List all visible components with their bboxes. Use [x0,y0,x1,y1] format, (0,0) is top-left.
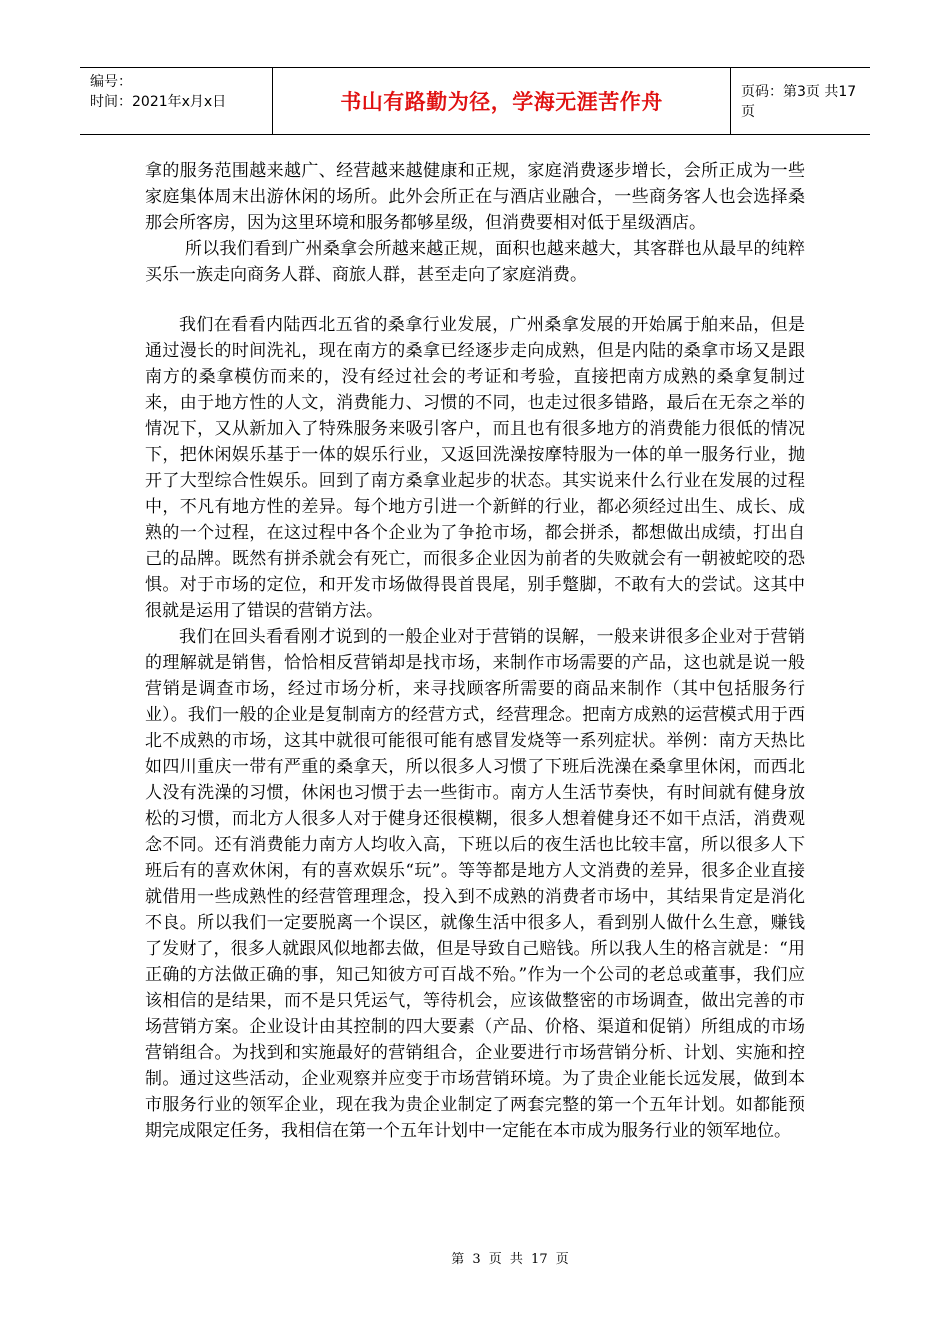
page-header [80,67,870,135]
header-motto-cell [273,68,731,134]
paragraph-continued: 拿的服务范围越来越广、经营越来越健康和正规，家庭消费逐步增长，会所正成为一些家庭集体周末出游休闲的场所。此外会所正在与酒店业融合，一些商务客人也会选择桑那会所客房，因为这里环境和服务都够星级，但消费要相对低于星级酒店。 [145,161,805,233]
paragraph: 我们在回头看看刚才说到的一般企业对于营销的误解，一般来讲很多企业对于营销的理解就是销售，恰恰相反营销却是找市场，来制作市场需要的产品，这也就是说一般营销是调查市场，经过市场分析，来寻找顾客所需要的商品来制作（其中包括服务行业）。我们一般的企业是复制南方的经营方式，经营理念。把南方成熟的运营模式用于西北不成熟的市场，这其中就很可能很可能有感冒发烧等一系列症状。举例：南方天热比如四川重庆一带有严重的桑拿天，所以很多人习惯了下班后洗澡在桑拿里休闲，而西北人没有洗澡的习惯，休闲也习惯于去一些街市。南方人生活节奏快，有时间就有健身放松的习惯，而北方人很多人对于健身还很模糊，很多人想着健身还不如干点活，消费观念不同。还有消费能力南方人均收入高，下班以后的夜生活也比较丰富，所以很多人下班后有的喜欢休闲，有的喜欢娱乐“玩”。等等都是地方人文消费的差异，很多企业直接就借用一些成熟性的经营管理理念，投入到不成熟的消费者市场中，其结果肯定是消化不良。所以我们一定要脱离一个误区，就像生活中很多人，看到别人做什么生意，赚钱了发财了，很多人就跟风似地都去做，但是导致自己赔钱。所以我人生的格言就是：“用正确的方法做正确的事，知己知彼方可百战不殆。”作为一个公司的老总或董事，我们应该相信的是结果，而不是只凭运气，等待机会，应该做整密的市场调查，做出完善的市场营销方案。企业设计由其控制的四大要素（产品、价格、渠道和促销）所组成的市场营销组合。为找到和实施最好的营销组合，企业要进行市场营销分析、计划、实施和控制。通过这些活动，企业观察并应变于市场营销环境。为了贵企业能长远发展，做到本市服务行业的领军企业，现在我为贵企业制定了两套完整的第一个五年计划。如都能预期完成限定任务，我相信在第一个五年计划中一定能在本市成为服务行业的领军地位。 [145,627,805,1141]
document-body [145,158,805,1144]
header-page-cell [731,68,870,134]
footer-page-number: 第 3 页 共 17 页 [451,1252,569,1267]
document-number-label: 编号： [90,74,132,90]
document-time-label: 时间：2021年x月x日 [90,94,227,110]
paragraph: 我们在看看内陆西北五省的桑拿行业发展，广州桑拿发展的开始属于舶来品，但是通过漫长的时间洗礼，现在南方的桑拿已经逐步走向成熟，但是内陆的桑拿市场又是跟南方的桑拿模仿而来的，没有经过社会的考证和考验，直接把南方成熟的桑拿复制过来，由于地方性的人文，消费能力、习惯的不同，也走过很多错路，最后在无奈之举的情况下，又从新加入了特殊服务来吸引客户，而且也有很多地方的消费能力很低的情况下，把休闲娱乐基于一体的娱乐行业，又返回洗澡按摩特服为一体的单一服务行业，抛开了大型综合性娱乐。回到了南方桑拿业起步的状态。其实说来什么行业在发展的过程中，不凡有地方性的差异。每个地方引进一个新鲜的行业，都必须经过出生、成长、成熟的一个过程，在这过程中各个企业为了争抢市场，都会拼杀，都想做出成绩，打出自己的品牌。既然有拼杀就会有死亡，而很多企业因为前者的失败就会有一朝被蛇咬的恐惧。对于市场的定位，和开发市场做得畏首畏尾，别手蹩脚，不敢有大的尝试。这其中很就是运用了错误的营销方法。 [145,315,805,621]
header-meta [80,68,273,134]
header-motto: 书山有路勤为径，学海无涯苦作舟 [340,90,663,114]
paragraph: 所以我们看到广州桑拿会所越来越正规，面积也越来越大，其客群也从最早的纯粹买乐一族走向商务人群、商旅人群，甚至走向了家庭消费。 [145,239,805,285]
header-page-number: 页码：第3页 共17页 [741,84,857,120]
page-footer [0,1248,950,1267]
